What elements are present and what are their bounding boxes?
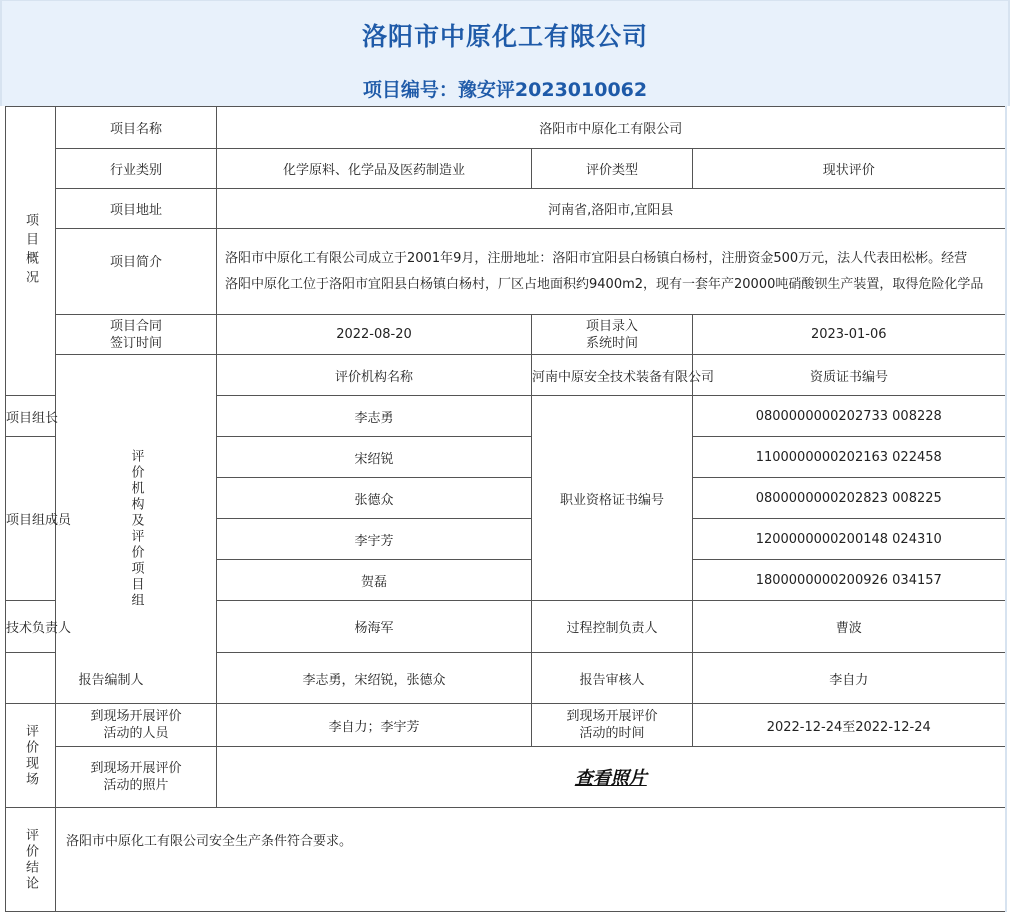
conclusion-value: 洛阳市中原化工有限公司安全生产条件符合要求。 (56, 808, 1006, 912)
process-control-label: 过程控制负责人 (532, 601, 693, 653)
member-cert: 1800000000200926 034157 (693, 560, 1006, 601)
section-agency (56, 355, 217, 704)
report-reviewer-label: 报告审核人 (532, 653, 693, 704)
industry-value: 化学原料、化学品及医药制造业 (217, 149, 532, 189)
project-number-value: 豫安评2023010062 (457, 79, 648, 101)
project-info-table (5, 106, 1007, 912)
intro-label: 项目简介 (56, 229, 217, 315)
contract-time-label-line1: 项目合同 (109, 318, 162, 334)
site-time-label-line2: 活动的时间 (579, 726, 645, 741)
eval-type-value: 现状评价 (693, 149, 1006, 189)
address-value: 河南省,洛阳市,宜阳县 (217, 189, 1006, 229)
leader-cert: 0800000000202733 008228 (693, 396, 1006, 437)
section-site (6, 704, 56, 808)
page-header (0, 0, 1010, 106)
project-number-label: 项目编号： (362, 79, 458, 101)
intro-line-1: 洛阳市中原化工有限公司成立于2001年9月，注册地址：洛阳市宜阳县白杨镇白杨村，注册资金500万元，法人代表田松彬。经营 (225, 250, 968, 266)
site-people-label-line1: 到现场开展评价 (90, 709, 182, 724)
entry-time-label-line2: 系统时间 (585, 335, 638, 351)
entry-time-value: 2023-01-06 (693, 315, 1006, 355)
intro-line-2: 洛阳中原化工位于洛阳市宜阳县白杨镇白杨村，厂区占地面积约9400m2，现有一套年产20000吨硝酸钡生产装置，取得危险化学品 (225, 276, 984, 292)
section-conclusion (6, 808, 56, 912)
member-cert: 1100000000202163 022458 (693, 437, 1006, 478)
tech-lead-value: 杨海军 (217, 601, 532, 653)
project-name-value: 洛阳市中原化工有限公司 (217, 107, 1006, 149)
site-photo-label (56, 747, 217, 808)
site-people-value: 李自力；李宇芳 (217, 704, 532, 747)
address-label: 项目地址 (56, 189, 217, 229)
report-author-label: 报告编制人 (6, 653, 217, 704)
site-people-label (56, 704, 217, 747)
leader-name: 李志勇 (217, 396, 532, 437)
contract-time-value: 2022-08-20 (217, 315, 532, 355)
org-label: 评价机构名称 (217, 355, 532, 396)
member-name: 张德众 (217, 478, 532, 519)
report-author-value: 李志勇，宋绍锐，张德众 (217, 653, 532, 704)
tech-lead-label: 技术负责人 (6, 601, 56, 653)
qual-cert-label: 职业资格证书编号 (532, 396, 693, 601)
site-people-label-line2: 活动的人员 (103, 726, 169, 741)
process-control-value: 曹波 (693, 601, 1006, 653)
site-photo-cell (217, 747, 1006, 808)
site-time-label-line1: 到现场开展评价 (566, 709, 658, 724)
member-name: 李宇芳 (217, 519, 532, 560)
site-photo-label-line2: 活动的照片 (103, 778, 169, 793)
section-overview (6, 107, 56, 396)
contract-time-label (56, 315, 217, 355)
view-photos-link[interactable]: 查看照片 (574, 768, 647, 789)
project-number (2, 75, 1008, 102)
cert-label: 资质证书编号 (693, 355, 1006, 396)
report-reviewer-value: 李自力 (693, 653, 1006, 704)
site-time-label (532, 704, 693, 747)
member-cert: 1200000000200148 024310 (693, 519, 1006, 560)
section-site-label: 评价现场 (23, 723, 38, 788)
eval-type-label: 评价类型 (532, 149, 693, 189)
intro-value (217, 229, 1006, 315)
org-value: 河南中原安全技术装备有限公司 (532, 355, 693, 396)
entry-time-label (532, 315, 693, 355)
members-label: 项目组成员 (6, 437, 56, 601)
site-photo-label-line1: 到现场开展评价 (90, 761, 182, 776)
section-overview-label: 项目概况 (23, 213, 38, 289)
member-name: 宋绍锐 (217, 437, 532, 478)
leader-label: 项目组长 (6, 396, 56, 437)
member-name: 贺磊 (217, 560, 532, 601)
contract-time-label-line2: 签订时间 (109, 335, 162, 351)
company-title: 洛阳市中原化工有限公司 (361, 22, 648, 51)
project-name-label: 项目名称 (56, 107, 217, 149)
section-conclusion-label: 评价结论 (23, 827, 38, 892)
section-agency-label: 评价机构及评价项目组 (128, 449, 144, 609)
industry-label: 行业类别 (56, 149, 217, 189)
member-cert: 0800000000202823 008225 (693, 478, 1006, 519)
site-time-value: 2022-12-24至2022-12-24 (693, 704, 1006, 747)
entry-time-label-line1: 项目录入 (585, 318, 638, 334)
